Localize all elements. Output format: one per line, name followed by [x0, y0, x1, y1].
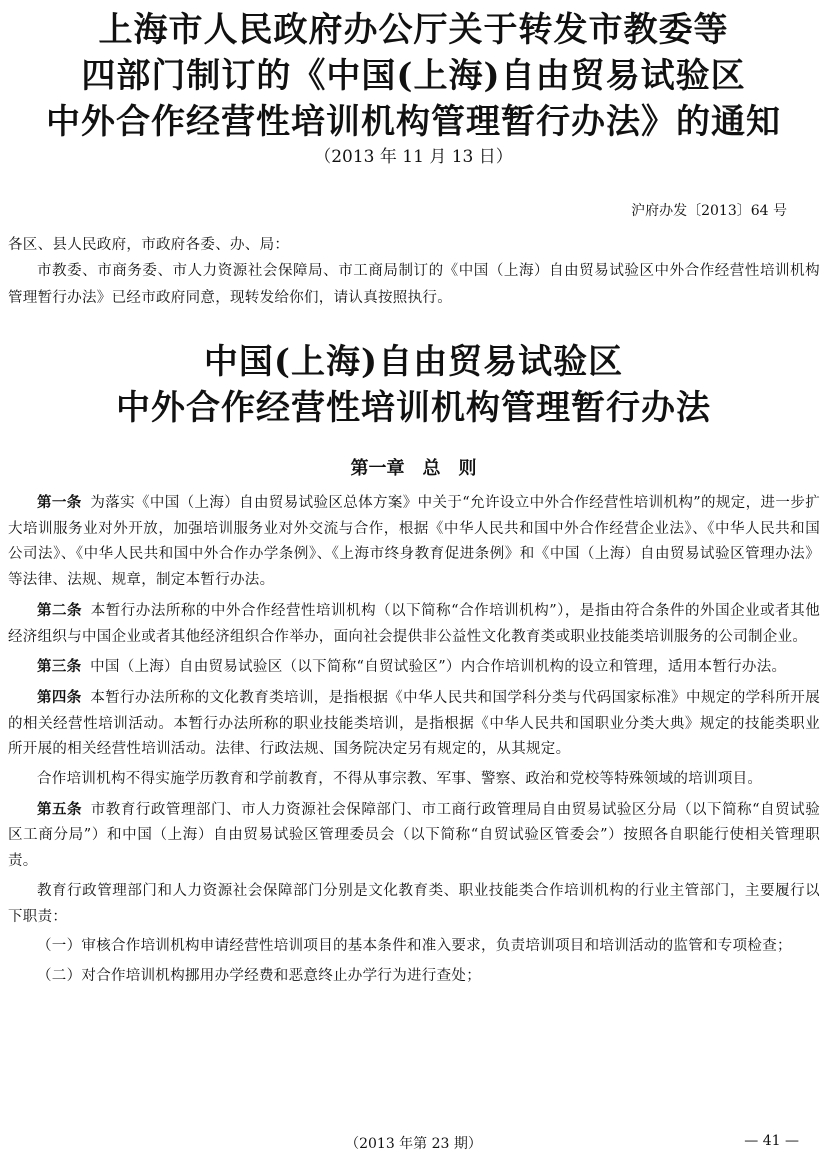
- article-text: 市教育行政管理部门、市人力资源社会保障部门、市工商行政管理局自由贸易试验区分局（以下简称“自贸试验区工商分局”）和中国（上海）自由贸易试验区管理委员会（以下简称“自贸试验区管委会”）按照各自职能行使相关管理职责。: [8, 801, 820, 870]
- paragraph-text: （二）对合作培训机构挪用办学经费和恶意终止办学行为进行查处；: [37, 967, 481, 984]
- notice-title-line-1: 上海市人民政府办公厅关于转发市教委等: [98, 10, 729, 50]
- article-label: 第二条: [37, 601, 83, 619]
- article-label: 第五条: [37, 800, 83, 818]
- article-text: 本暂行办法所称的文化教育类培训，是指根据《中华人民共和国学科分类与代码国家标准》中规定的学科所开展的相关经营性培训活动。本暂行办法所称的职业技能类培训，是指根据《中华人民共和国职业分类大典》规定的技能类职业所开展的相关经营性培训活动。法律、行政法规、国务院决定另有规定的，从其规定。: [8, 689, 820, 758]
- document-number: 沪府办发〔2013〕64 号: [631, 203, 787, 219]
- paragraph-text: 合作培训机构不得实施学历教育和学前教育，不得从事宗教、军事、警察、政治和党校等特殊领域的培训项目。: [37, 771, 763, 788]
- page-number: — 41 —: [744, 1133, 799, 1149]
- article-1: [8, 490, 820, 594]
- article-text: 为落实《中国（上海）自由贸易试验区总体方案》中关于“允许设立中外合作经营性培训机构”的规定，进一步扩大培训服务业对外开放，加强培训服务业对外交流与合作，根据《中华人民共和国中外合作经营企业法》、《中华人民共和国公司法》、《中华人民共和国中外合作办学条例》、《上海市终身教育促进条例》和《中国（上海）自由贸易试验区管理办法》等法律、法规、规章，制定本暂行办法。: [8, 495, 820, 589]
- regulation-title-line-1: 中国(上海)自由贸易试验区: [203, 342, 624, 382]
- articles-body: [8, 490, 820, 994]
- article-5: [8, 797, 820, 875]
- regulation-title-line-2: 中外合作经营性培训机构管理暂行办法: [116, 388, 711, 428]
- footer-issue: （2013 年第 23 期）: [345, 1136, 482, 1152]
- notice-title-line-2: 四部门制订的《中国(上海)自由贸易试验区: [81, 56, 746, 96]
- notice-date: （2013 年 11 月 13 日）: [314, 147, 513, 167]
- article-label: 第一条: [37, 494, 82, 511]
- article-2: [8, 598, 820, 650]
- article-label: 第三条: [37, 658, 82, 676]
- article-5-item-2: [8, 964, 820, 990]
- addressee: 各区、县人民政府，市政府各委、办、局：: [8, 237, 290, 253]
- article-3: [8, 654, 820, 681]
- paragraph-text: （一）审核合作培训机构申请经营性培训项目的基本条件和准入要求，负责培训项目和培训活动的监管和专项检查；: [37, 938, 792, 955]
- article-text: 本暂行办法所称的中外合作经营性培训机构（以下简称“合作培训机构”），是指由符合条件的外国企业或者其他经济组织与中国企业或者其他经济组织合作举办，面向社会提供非公益性文化教育类或职业技能类培训服务的公司制企业。: [8, 602, 820, 645]
- article-4-paragraph-2: [8, 767, 820, 793]
- article-5-paragraph-2: [8, 879, 820, 930]
- notice-intro: 市教委、市商务委、市人力资源社会保障局、市工商局制订的《中国（上海）自由贸易试验区中外合作经营性培训机构管理暂行办法》已经市政府同意，现转发给你们，请认真按照执行。: [8, 263, 820, 306]
- article-label: 第四条: [37, 688, 82, 706]
- notice-title-line-3: 中外合作经营性培训机构管理暂行办法》的通知: [46, 102, 781, 142]
- chapter-heading: 第一章 总 则: [350, 458, 477, 479]
- article-5-item-1: [8, 934, 820, 960]
- article-4: [8, 685, 820, 763]
- article-text: 中国（上海）自由贸易试验区（以下简称“自贸试验区”）内合作培训机构的设立和管理，适用本暂行办法。: [90, 659, 787, 676]
- paragraph-text: 教育行政管理部门和人力资源社会保障部门分别是文化教育类、职业技能类合作培训机构的行业主管部门，主要履行以下职责：: [8, 882, 820, 925]
